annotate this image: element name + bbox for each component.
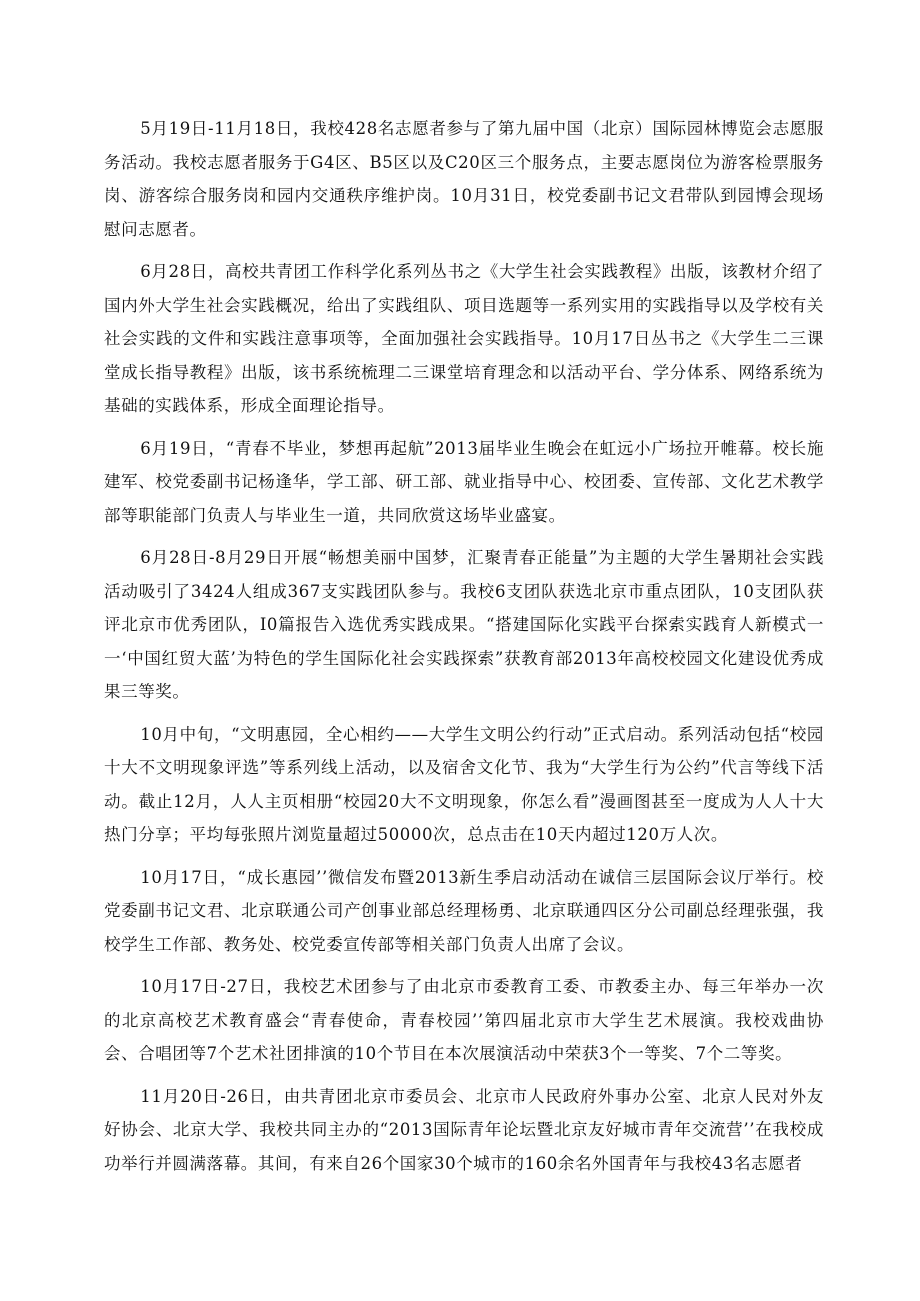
paragraph-wechat-launch: 10月17日，“成长惠园’’微信发布暨2013新生季启动活动在诚信三层国际会议厅举行。校党委副书记文君、北京联通公司产创事业部总经理杨勇、北京联通四区分公司副总经理张强，我校学生工作部、教务处、校党委宣传部等相关部门负责人出席了会议。 (104, 867, 824, 954)
paragraph-graduation-gala: 6月19日，“青春不毕业，梦想再起航”2013届毕业生晚会在虹远小广场拉开帷幕。校长施建军、校党委副书记杨逢华，学工部、研工部、就业指导中心、校团委、宣传部、文化艺术教学部等职能部门负责人与毕业生一道，共同欣赏这场毕业盛宴。 (104, 438, 824, 525)
document-body (104, 112, 824, 1180)
paragraph-practice-textbooks: 6月28日，高校共青团工作科学化系列丛书之《大学生社会实践教程》出版，该教材介绍了国内外大学生社会实践概况，给出了实践组队、项目选题等一系列实用的实践指导以及学校有关社会实践的文件和实践注意事项等，全面加强社会实践指导。10月17日丛书之《大学生二三课堂成长指导教程》出版，该书系统梳理二三课堂培育理念和以活动平台、学分体系、网络系统为基础的实践体系，形成全面理论指导。 (104, 262, 824, 415)
paragraph-art-festival: 10月17日-27日，我校艺术团参与了由北京市委教育工委、市教委主办、每三年举办一次的北京高校艺术教育盛会“青春使命，青春校园’’第四届北京市大学生艺术展演。我校戏曲协会、合唱团等7个艺术社团排演的10个节目在本次展演活动中荣获3个一等奖、7个二等奖。 (104, 977, 824, 1063)
paragraph-youth-forum: 11月20日-26日，由共青团北京市委员会、北京市人民政府外事办公室、北京人民对外友好协会、北京大学、我校共同主办的“2013国际青年论坛暨北京友好城市青年交流营’’在我校成功举行并圆满落幕。其间，有来自26个国家30个城市的160余名外国青年与我校43名志愿者 (104, 1086, 824, 1173)
paragraph-civility-campaign: 10月中旬，“文明惠园，全心相约——大学生文明公约行动”正式启动。系列活动包括“校园十大不文明现象评选”等系列线上活动，以及宿舍文化节、我为“大学生行为公约”代言等线下活动。截止12月，人人主页相册“校园20大不文明现象，你怎么看”漫画图甚至一度成为人人十大热门分享；平均每张照片浏览量超过50000次，总点击在10天内超过120万人次。 (104, 724, 824, 844)
paragraph-volunteers-expo: 5月19日-11月18日，我校428名志愿者参与了第九届中国（北京）国际园林博览会志愿服务活动。我校志愿者服务于G4区、B5区以及C20区三个服务点，主要志愿岗位为游客检票服务岗、游客综合服务岗和园内交通秩序维护岗。10月31日，校党委副书记文君带队到园博会现场慰问志愿者。 (104, 119, 824, 239)
paragraph-summer-practice: 6月28日-8月29日开展“畅想美丽中国梦，汇聚青春正能量”为主题的大学生暑期社会实践活动吸引了3424人组成367支实践团队参与。我校6支团队获选北京市重点团队，10支团队获评北京市优秀团队，I0篇报告入选优秀实践成果。“搭建国际化实践平台探索实践育人新模式一一‘中国红贸大蓝’为特色的学生国际化社会实践探索”获教育部2013年高校校园文化建设优秀成果三等奖。 (104, 548, 824, 701)
